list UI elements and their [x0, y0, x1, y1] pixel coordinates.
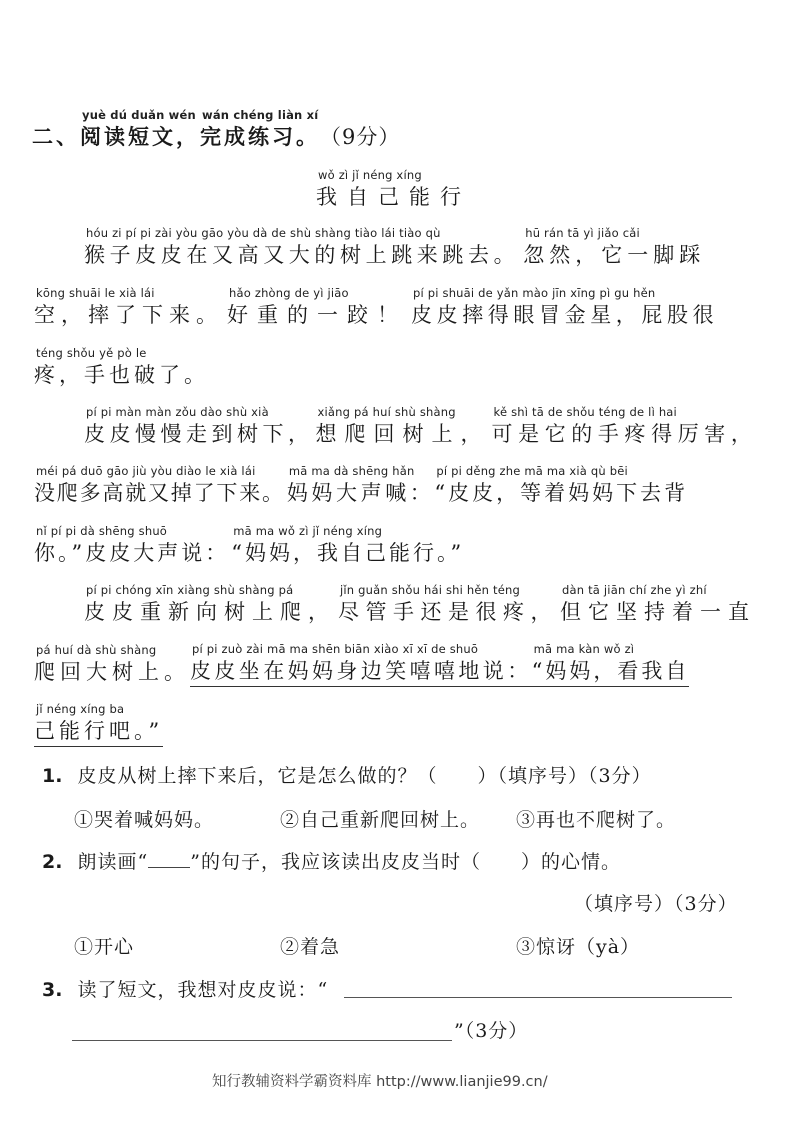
question-3: 3. 读了短文，我想对皮皮说：“ — [42, 979, 329, 1001]
story-line-7: pí pi chóng xīn xiàng shù shàng pá 皮皮重新向树上爬， jǐn guǎn shǒu hái shi hěn téng 尽管手还是很疼， dàn tā jiān chí zhe yì zhí 但它坚持着一直 — [84, 583, 756, 624]
story-line-4: pí pi màn màn zǒu dào shù xià 皮皮慢慢走到树下， xiǎng pá huí shù shàng 想爬回树上， kě shì tā de shǒu téng de lì hai 可是它的手疼得厉害， — [84, 405, 758, 446]
section-heading: 二、 yuè dú duǎn wén 阅读短文， wán chéng liàn xí 完成练习。 （9分） — [32, 108, 401, 149]
q2-option-2: ②着急 — [280, 936, 341, 958]
underlined-sentence-part-2: mā ma kàn wǒ zì “妈妈，看我自 — [532, 642, 690, 687]
story-line-2: kōng shuāi le xià lái 空，摔了下来。 hǎo zhòng de yì jiāo 好重的一跤！ pí pi shuāi de yǎn mào jīn xīng pì gu hěn 皮皮摔得眼冒金星，屁股很 — [34, 286, 719, 327]
question-1-text: 皮皮从树上摔下来后，它是怎么做的？（ ）（填序号）（3分） — [77, 765, 652, 787]
q2-option-3: ③惊讶（yà） — [516, 936, 641, 958]
question-2-number: 2. — [42, 851, 63, 873]
question-3-end: ”（3分） — [454, 1020, 529, 1042]
story-line-8: pá huí dà shù shàng 爬回大树上。 pí pi zuò zài mā ma shēn biān xiào xī xī de shuō 皮皮坐在妈妈身边笑嘻嘻地说： mā ma kàn wǒ zì “妈妈，看我自 — [34, 642, 689, 687]
q1-option-1: ①哭着喊妈妈。 — [74, 809, 215, 831]
underlined-sentence-part-1: pí pi zuò zài mā ma shēn biān xiào xī xī de shuō 皮皮坐在妈妈身边笑嘻嘻地说： — [190, 642, 532, 687]
answer-line-1[interactable] — [344, 997, 732, 998]
underlined-sentence-part-3: jǐ néng xíng ba 己能行吧。” — [34, 702, 163, 747]
story-line-3: téng shǒu yě pò le 疼，手也破了。 — [34, 346, 209, 387]
question-3-number: 3. — [42, 979, 63, 1001]
underline-sample — [148, 849, 190, 868]
footer-watermark: 知行教辅资料学霸资料库 http://www.lianjie99.cn/ — [212, 1074, 548, 1090]
story-line-1: hóu zi pí pi zài yòu gāo yòu dà de shù shàng tiào lái tiào qù 猴子皮皮在又高又大的树上跳来跳去。 hū rán tā yì jiǎo cǎi 忽然，它一脚踩 — [84, 226, 706, 267]
story-line-9 — [34, 702, 163, 747]
q2-option-1: ①开心 — [74, 936, 135, 958]
question-2: 2. 朗读画“ ”的句子，我应该读出皮皮当时（ ）的心情。 — [42, 851, 621, 873]
q1-option-2: ②自己重新爬回树上。 — [280, 809, 481, 831]
question-1-number: 1. — [42, 765, 63, 787]
answer-line-2[interactable] — [72, 1040, 452, 1041]
story-line-6: nǐ pí pi dà shēng shuō 你。”皮皮大声说： mā ma wǒ zì jǐ néng xíng “妈妈，我自己能行。” — [34, 524, 465, 565]
question-1 — [42, 761, 652, 788]
q1-option-3: ③再也不爬树了。 — [516, 809, 677, 831]
story-line-5: méi pá duō gāo jiù yòu diào le xià lái 没爬多高就又掉了下来。 mā ma dà shēng hǎn 妈妈大声喊： pí pi děng zhe mā ma xià qù bēi “皮皮，等着妈妈下去背 — [34, 464, 689, 505]
question-2-note: （填序号）（3分） — [574, 893, 738, 915]
story-title: wǒ zì jǐ néng xíng 我自己能行 — [316, 168, 471, 209]
